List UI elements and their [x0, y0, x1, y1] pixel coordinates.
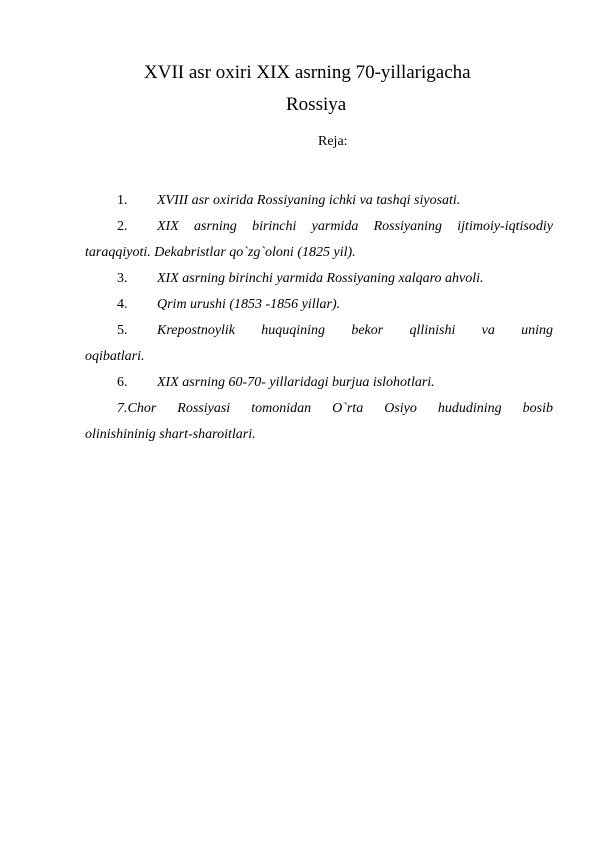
word: bekor — [351, 323, 384, 338]
word: va — [481, 323, 495, 338]
list-item-text-line-2: olinishininig shart-sharoitlari. — [85, 427, 256, 442]
plan-list — [85, 188, 553, 448]
list-item-number: 4. — [117, 297, 128, 312]
word: O`rta — [332, 401, 364, 416]
word: Osiyo — [384, 401, 417, 416]
list-item — [85, 214, 553, 266]
list-item-number: 1. — [117, 193, 128, 208]
list-item — [85, 266, 553, 292]
word: bosib — [522, 401, 553, 416]
word: tomonidan — [251, 401, 312, 416]
word: Rossiyaning — [373, 219, 443, 234]
list-item-text-line-2: taraqqiyoti. Dekabristlar qo`zg`oloni (1825 yil). — [85, 245, 356, 260]
document-title-line-2: Rossiya — [286, 94, 347, 115]
word: ijtimoiy-iqtisodiy — [457, 219, 553, 234]
list-item — [85, 188, 553, 214]
list-item-text: Qrim urushi (1853 -1856 yillar). — [157, 297, 341, 312]
list-item-number: 3. — [117, 271, 128, 286]
list-item-text-line-1 — [85, 396, 553, 422]
list-item-number: 2. — [117, 219, 128, 234]
word: Krepostnoylik — [157, 323, 236, 338]
word: asrning — [194, 219, 237, 234]
list-item-text-line-2: oqibatlari. — [85, 349, 145, 364]
word: uning — [521, 323, 553, 338]
plan-heading: Reja: — [318, 134, 348, 149]
list-item — [85, 370, 553, 396]
list-item-text: XIX asrning birinchi yarmida Rossiyaning xalqaro ahvoli. — [157, 271, 484, 286]
word: hududining — [437, 401, 502, 416]
list-item — [85, 396, 553, 448]
word: qllinishi — [409, 323, 456, 338]
word: Rossiyasi — [177, 401, 231, 416]
list-item-text-line-1 — [85, 214, 553, 240]
list-item — [85, 318, 553, 370]
list-item-text-line-1 — [85, 318, 553, 344]
word: birinchi — [252, 219, 297, 234]
list-item-number: 6. — [117, 375, 128, 390]
document-title-line-1: XVII asr oxiri XIX asrning 70-yillarigacha — [144, 62, 471, 83]
word: yarmida — [311, 219, 359, 234]
list-item-number: 5. — [117, 323, 128, 338]
list-item — [85, 292, 553, 318]
list-item-text: XVIII asr oxirida Rossiyaning ichki va tashqi siyosati. — [157, 193, 461, 208]
word: XIX — [157, 219, 179, 234]
word: huquqining — [261, 323, 326, 338]
word: 7.Chor — [117, 401, 157, 416]
list-item-text: XIX asrning 60-70- yillaridagi burjua islohotlari. — [157, 375, 435, 390]
